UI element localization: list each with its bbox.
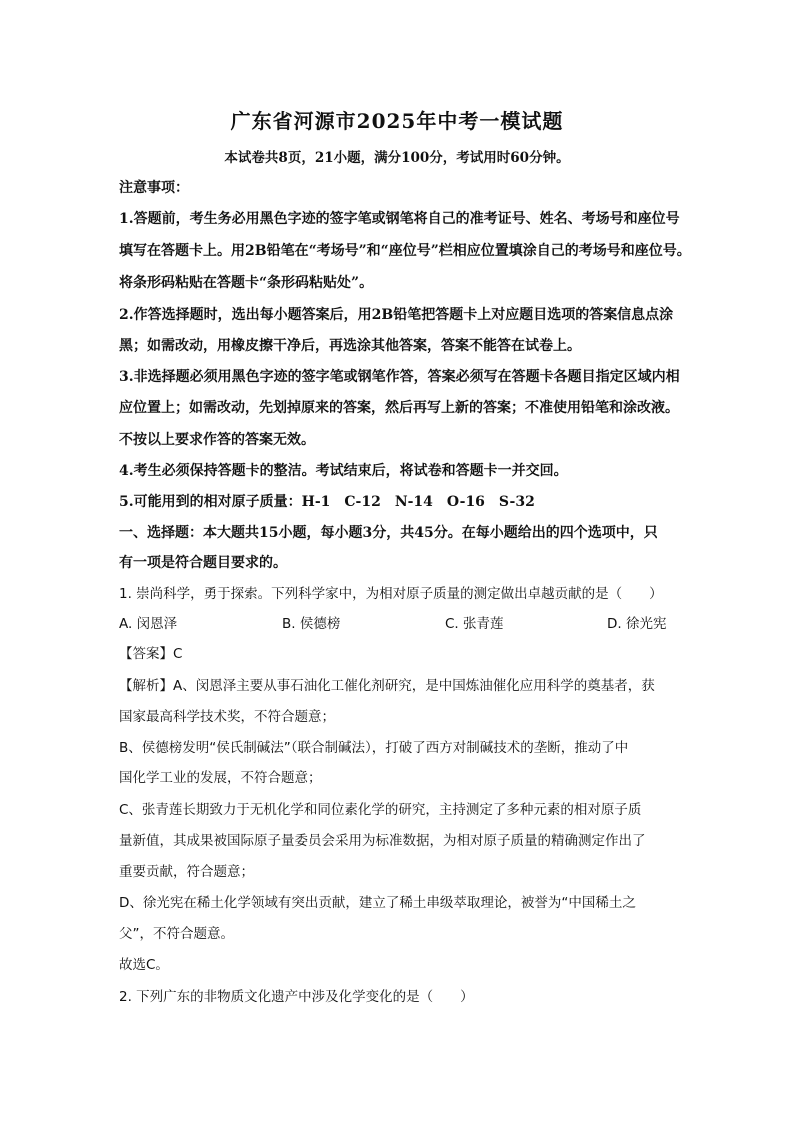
section-heading-cont: 有一项是符合题目要求的。 [119, 555, 287, 571]
notes-line: 将条形码粘贴在答题卡“条形码粘贴处”。 [119, 275, 374, 291]
question-1-stem: 1. 崇尚科学，勇于探索。下列科学家中，为相对原子质量的测定做出卓越贡献的是（ ） [119, 586, 663, 602]
question-2-stem: 2. 下列广东的非物质文化遗产中涉及化学变化的是（ ） [119, 989, 474, 1005]
q1-analysis-line: 【解析】A、闵恩泽主要从事石油化工催化剂研究，是中国炼油催化应用科学的奠基者，获 [119, 678, 655, 694]
section-heading: 一、选择题：本大题共15小题，每小题3分，共45分。在每小题给出的四个选项中，只 [119, 525, 658, 541]
notes-heading: 注意事项： [119, 180, 189, 196]
q1-analysis-line: 重要贡献，符合题意； [119, 864, 254, 880]
q1-option-b: B. 侯德榜 [282, 616, 341, 632]
q1-answer: 【答案】C [119, 646, 183, 662]
q1-option-a: A. 闵恩泽 [119, 616, 178, 632]
q1-analysis-line: D、徐光宪在稀土化学领域有突出贡献，建立了稀土串级萃取理论，被誉为“中国稀土之 [119, 895, 636, 911]
exam-info: 本试卷共8页，21小题，满分100分，考试用时60分钟。 [224, 150, 570, 166]
notes-line: 填写在答题卡上。用2B铅笔在“考场号”和“座位号”栏相应位置填涂自己的考场号和座位号。 [119, 243, 691, 259]
page-title: 广东省河源市2025年中考一模试题 [230, 109, 564, 133]
q1-option-d: D. 徐光宪 [607, 616, 667, 632]
notes-line: 4.考生必须保持答题卡的整洁。考试结束后，将试卷和答题卡一并交回。 [119, 463, 568, 479]
atomic-mass-line: 5.可能用到的相对原子质量：H-1 C-12 N-14 O-16 S-32 [119, 494, 535, 510]
q1-analysis-line: 国家最高科学技术奖，不符合题意； [119, 709, 335, 725]
notes-line: 不按以上要求作答的答案无效。 [119, 432, 315, 448]
q1-analysis-line: 量新值，其成果被国际原子量委员会采用为标准数据，为相对原子质量的精确测定作出了 [119, 833, 646, 849]
q1-conclusion: 故选C。 [119, 957, 169, 973]
q1-analysis-line: 国化学工业的发展，不符合题意； [119, 770, 322, 786]
notes-line: 1.答题前，考生务必用黑色字迹的签字笔或钢笔将自己的准考证号、姓名、考场号和座位号 [119, 211, 680, 227]
notes-line: 2.作答选择题时，选出每小题答案后，用2B铅笔把答题卡上对应题目选项的答案信息点涂 [119, 307, 674, 323]
notes-line: 应位置上；如需改动，先划掉原来的答案，然后再写上新的答案；不准使用铅笔和涂改液。 [119, 400, 679, 416]
q1-analysis-line: B、侯德榜发明“侯氏制碱法”（联合制碱法），打破了西方对制碱技术的垄断，推动了中 [119, 740, 629, 756]
q1-analysis-line: C、张青莲长期致力于无机化学和同位素化学的研究，主持测定了多种元素的相对原子质 [119, 802, 642, 818]
q1-option-c: C. 张青莲 [445, 616, 504, 632]
notes-line: 3.非选择题必须用黑色字迹的签字笔或钢笔作答，答案必须写在答题卡各题目指定区域内相 [119, 369, 680, 385]
q1-analysis-line: 父”，不符合题意。 [119, 926, 234, 942]
notes-line: 黑；如需改动，用橡皮擦干净后，再选涂其他答案，答案不能答在试卷上。 [119, 338, 581, 354]
